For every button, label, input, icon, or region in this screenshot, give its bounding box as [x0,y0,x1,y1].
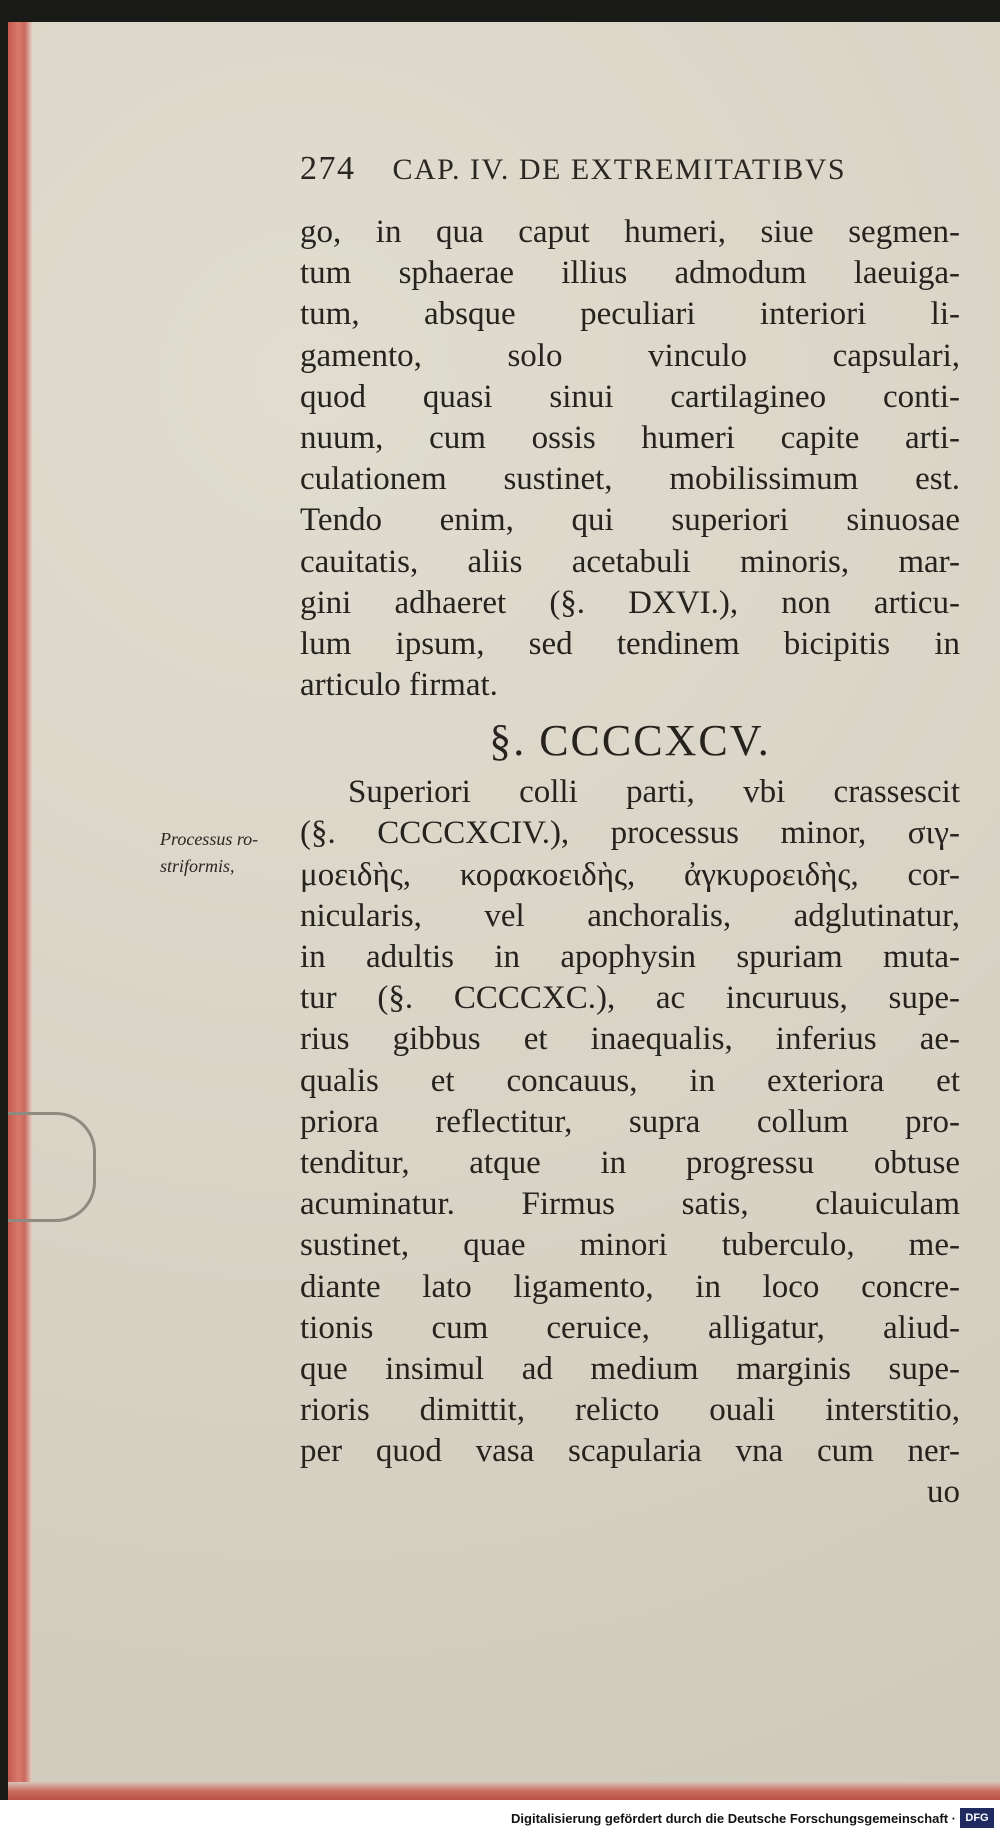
text-line: articulo firmat. [300,667,498,704]
text-line: diante lato ligamento, in loco concre- [300,1268,960,1305]
catchword: uo [927,1474,960,1511]
text-line: priora reflectitur, supra collum pro- [300,1103,960,1140]
text-line: tum sphaerae illius admodum laeuiga- [300,255,960,292]
running-header [300,150,940,188]
text-line: que insimul ad medium marginis supe- [300,1350,960,1387]
red-bottom-edge [8,1782,1000,1800]
text-line: tenditur, atque in progressu obtuse [300,1144,960,1181]
dfg-logo-icon: DFG [960,1808,994,1828]
text-line: rioris dimittit, relicto ouali interstitio, [300,1392,960,1429]
text-line: tum, absque peculiari interiori li- [300,296,960,333]
running-title: CAP. IV. DE EXTREMITATIBVS [392,153,847,186]
text-line: nuum, cum ossis humeri capite arti- [300,419,960,456]
text-line: acuminatur. Firmus satis, clauiculam [300,1186,960,1223]
text-line: Tendo enim, qui superiori sinuosae [300,502,960,539]
text-line: μοειδὴς, κορακοειδὴς, ἀγκυροειδὴς, cor- [300,856,960,893]
text-line: go, in qua caput humeri, siue segmen- [300,214,960,250]
text-line: qualis et concauus, in exteriora et [300,1062,960,1099]
digitization-footer [0,1800,1000,1836]
text-line: rius gibbus et inaequalis, inferius ae- [300,1021,960,1058]
text-line: cauitatis, aliis acetabuli minoris, mar- [300,543,960,580]
text-line: tionis cum ceruice, alligatur, aliud- [300,1309,960,1346]
page-number: 274 [300,150,356,187]
text-line: quod quasi sinui cartilagineo conti- [300,378,960,415]
footer-credit: Digitalisierung gefördert durch die Deutsche Forschungsgemeinschaft · [511,1811,956,1826]
body-text [300,212,960,1514]
text-line: tur (§. CCCCXC.), ac incuruus, supe- [300,980,960,1017]
text-line: culationem sustinet, mobilissimum est. [300,461,960,498]
text-line: Superiori colli parti, vbi crassescit [348,774,960,811]
marginal-note-line: striformis, [160,856,235,876]
text-line: per quod vasa scapularia vna cum ner- [300,1433,960,1470]
section-heading: §. CCCCXCV. [489,716,771,766]
red-page-edge [8,22,32,1800]
text-line: (§. CCCCXCIV.), processus minor, σιγ- [300,815,960,852]
text-line: gamento, solo vinculo capsulari, [300,337,960,374]
text-line: sustinet, quae minori tuberculo, me- [300,1227,960,1264]
marginal-note [160,826,300,880]
bookmark-tab-outline [8,1112,96,1222]
text-line: gini adhaeret (§. DXVI.), non articu- [300,584,960,621]
text-line: lum ipsum, sed tendinem bicipitis in [300,625,960,662]
text-line: nicularis, vel anchoralis, adglutinatur, [300,897,960,934]
marginal-note-line: Processus ro- [160,829,259,849]
text-line: in adultis in apophysin spuriam muta- [300,939,960,975]
